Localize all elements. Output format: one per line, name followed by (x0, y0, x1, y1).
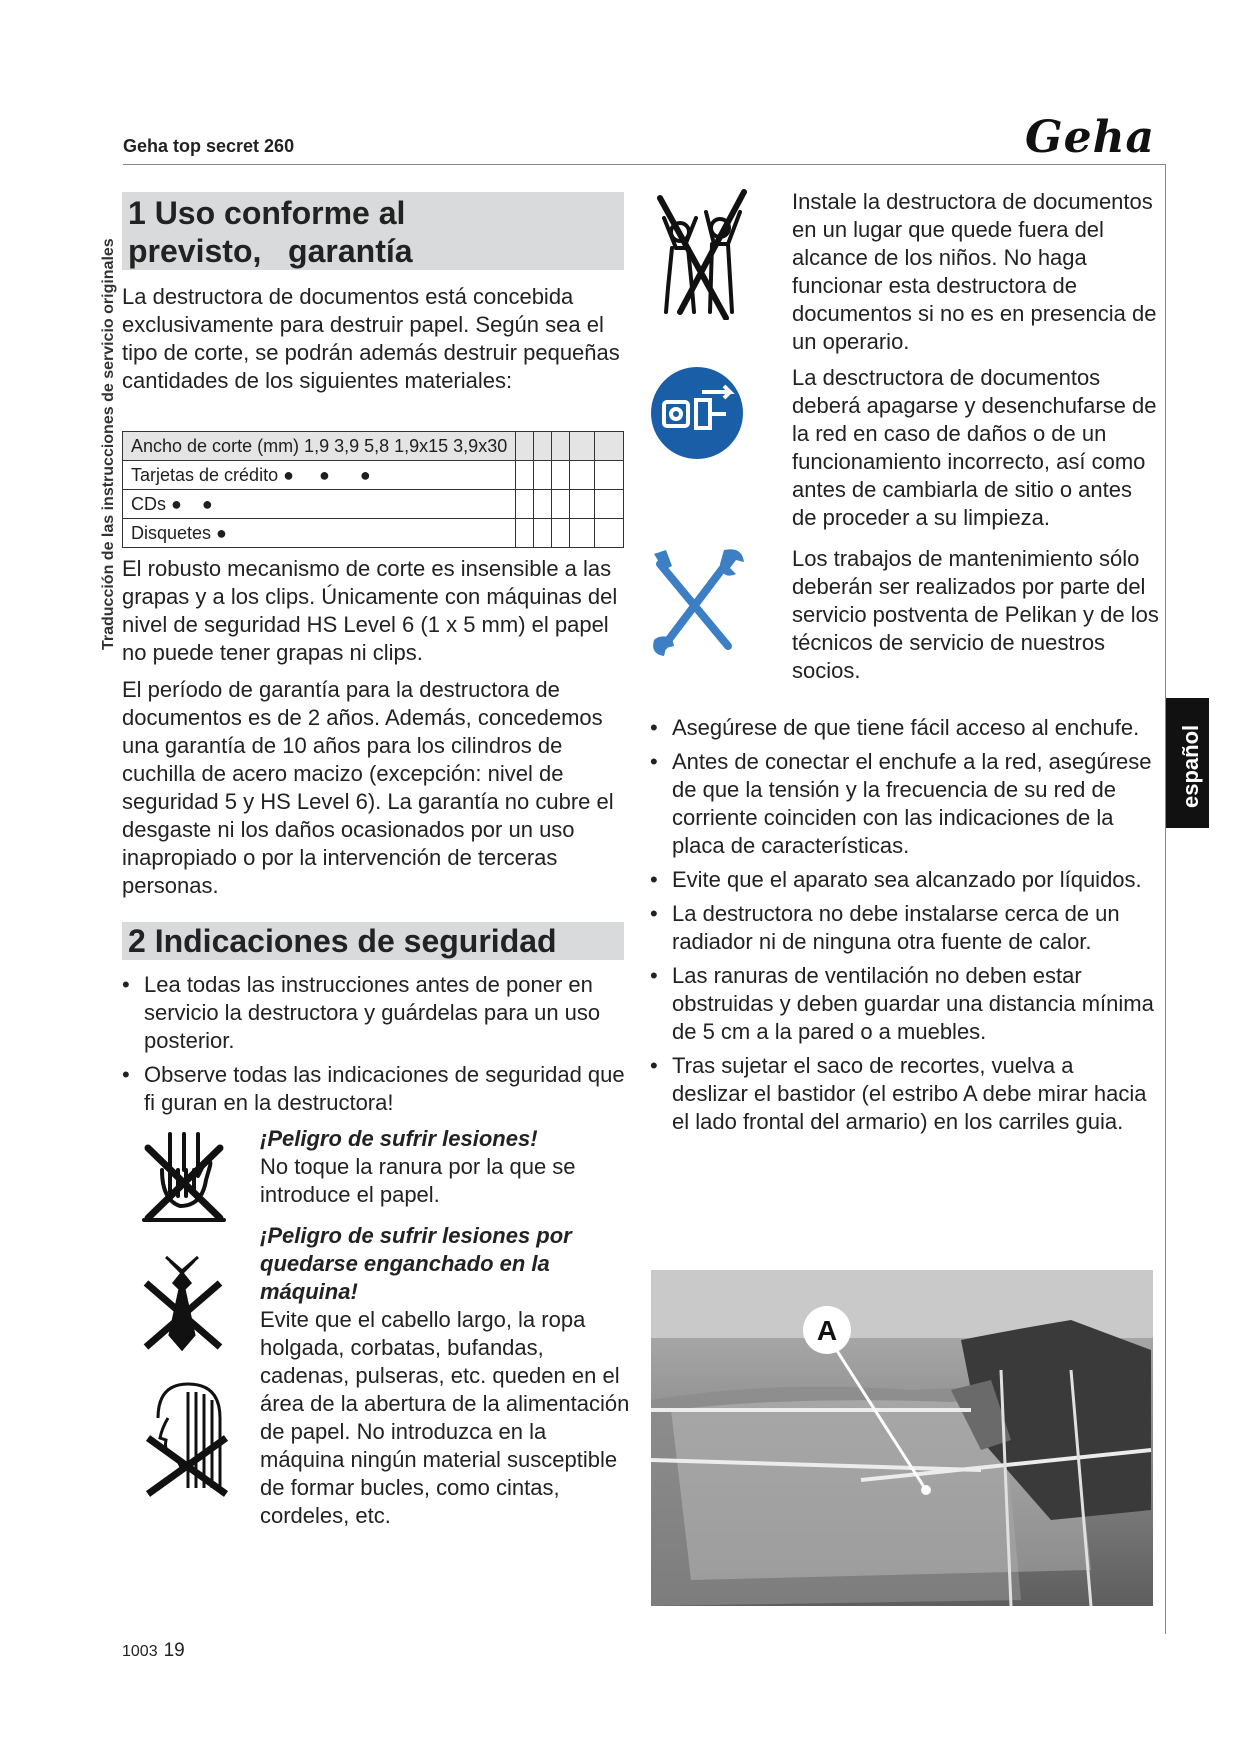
warning-text: No toque la ranura por la que se introduce el papel. (260, 1154, 576, 1207)
installation-list (650, 714, 1155, 1142)
children-note: Instale la destructora de documentos en un lugar que quede fuera del alcance de los niños. No haga funcionar esta destructora de documentos si no es en presencia de un operario. (792, 189, 1157, 354)
no-long-hair-icon (140, 1378, 230, 1498)
list-item: • Tras sujetar el saco de recortes, vuelva a deslizar el bastidor (el estribo A debe mirar hacia el lado frontal del armario) en los carriles guia. (650, 1052, 1155, 1136)
table-header: Ancho de corte (mm) 1,9 3,9 5,8 1,9x15 3,9x30 (123, 432, 516, 461)
warning-entanglement (260, 1222, 630, 1530)
section-1-intro: La destructora de documentos está concebida exclusivamente para destruir papel. Según sea el tipo de corte, se podrán además destruir pequeñas cantidades de los siguientes materiales: (122, 284, 620, 393)
table-row: Tarjetas de crédito ● ● ● (123, 461, 516, 490)
list-item: • Observe todas las indicaciones de seguridad que fi guran en la destructora! (122, 1061, 632, 1117)
right-rule (1165, 164, 1166, 1634)
language-tab: español (1166, 698, 1209, 828)
section-2-heading: 2 Indicaciones de seguridad (122, 922, 624, 960)
warning-cut-hazard (260, 1125, 630, 1209)
no-children-icon (652, 188, 752, 320)
list-item: • Asegúrese de que tiene fácil acceso al enchufe. (650, 714, 1155, 742)
table-row: Disquetes ● (123, 519, 516, 548)
document-code: 1003 (122, 1643, 158, 1660)
list-item: • Antes de conectar el enchufe a la red, asegúrese de que la tensión y la frecuencia de su red de corriente coinciden con las indicaciones de la placa de características. (650, 748, 1155, 860)
brand-logo: Geha (1025, 112, 1156, 163)
unplug-note: La desctructora de documentos deberá apagarse y desenchufarse de la red en caso de daños o de un funcionamiento incorrecto, así como antes de cambiarla de sitio o antes de proceder a su limpieza. (792, 365, 1157, 530)
section-1-heading: 1 Uso conforme al previsto, garantía (122, 192, 624, 270)
staples-paragraph: El robusto mecanismo de corte es insensible a las grapas y a los clips. Únicamente con máquinas del nivel de seguridad HS Level 6 (1 x 5 mm) el papel no puede tener grapas ni clips. (122, 556, 618, 665)
cut-width-table (122, 431, 624, 548)
photo-label-a: A (816, 1315, 838, 1346)
warranty-paragraph: El período de garantía para la destructora de documentos es de 2 años. Además, concedemos una garantía de 10 años para los cilindros de cuchilla de acero macizo (excepción: nivel de seguridad 5 y HS Level 6). La garantía no cubre el desgaste ni los daños ocasionados por un uso inapropiado o por la intervención de terceras personas. (122, 677, 614, 898)
no-hand-in-slot-icon (140, 1130, 228, 1224)
side-caption: Traducción de las instrucciones de servicio originales (100, 238, 117, 650)
list-item: • Evite que el aparato sea alcanzado por líquidos. (650, 866, 1155, 894)
maintenance-note: Los trabajos de mantenimiento sólo deberán ser realizados por parte del servicio postventa de Pelikan y de los técnicos de servicio de nuestros socios. (792, 546, 1159, 683)
header-rule (123, 164, 1166, 165)
page-number: 19 (163, 1640, 185, 1661)
page-footer (122, 1640, 185, 1662)
warning-title: ¡Peligro de sufrir lesiones! (260, 1126, 538, 1151)
warning-text: Evite que el cabello largo, la ropa holgada, corbatas, bufandas, cadenas, pulseras, etc. queden en el área de la abertura de la alimentación de papel. No introduzca en la máquina ningún material susceptible de formar bucles, como cintas, cordeles, etc. (260, 1307, 630, 1528)
unplug-mandatory-icon (650, 366, 744, 460)
list-item: • Lea todas las instrucciones antes de poner en servicio la destructora y guárdelas para un uso posterior. (122, 971, 632, 1055)
bag-frame-photo (651, 1270, 1153, 1606)
list-item: • La destructora no debe instalarse cerca de un radiador ni de ninguna otra fuente de calor. (650, 900, 1155, 956)
maintenance-tools-icon (650, 546, 746, 658)
safety-list (122, 971, 632, 1123)
warning-title: ¡Peligro de sufrir lesiones por quedarse enganchado en la máquina! (260, 1223, 572, 1304)
document-title: Geha top secret 260 (123, 136, 295, 156)
list-item: • Las ranuras de ventilación no deben estar obstruidas y deben guardar una distancia mínima de 5 cm a la pared o a muebles. (650, 962, 1155, 1046)
no-tie-icon (140, 1255, 226, 1353)
table-row: CDs ● ● (123, 490, 516, 519)
